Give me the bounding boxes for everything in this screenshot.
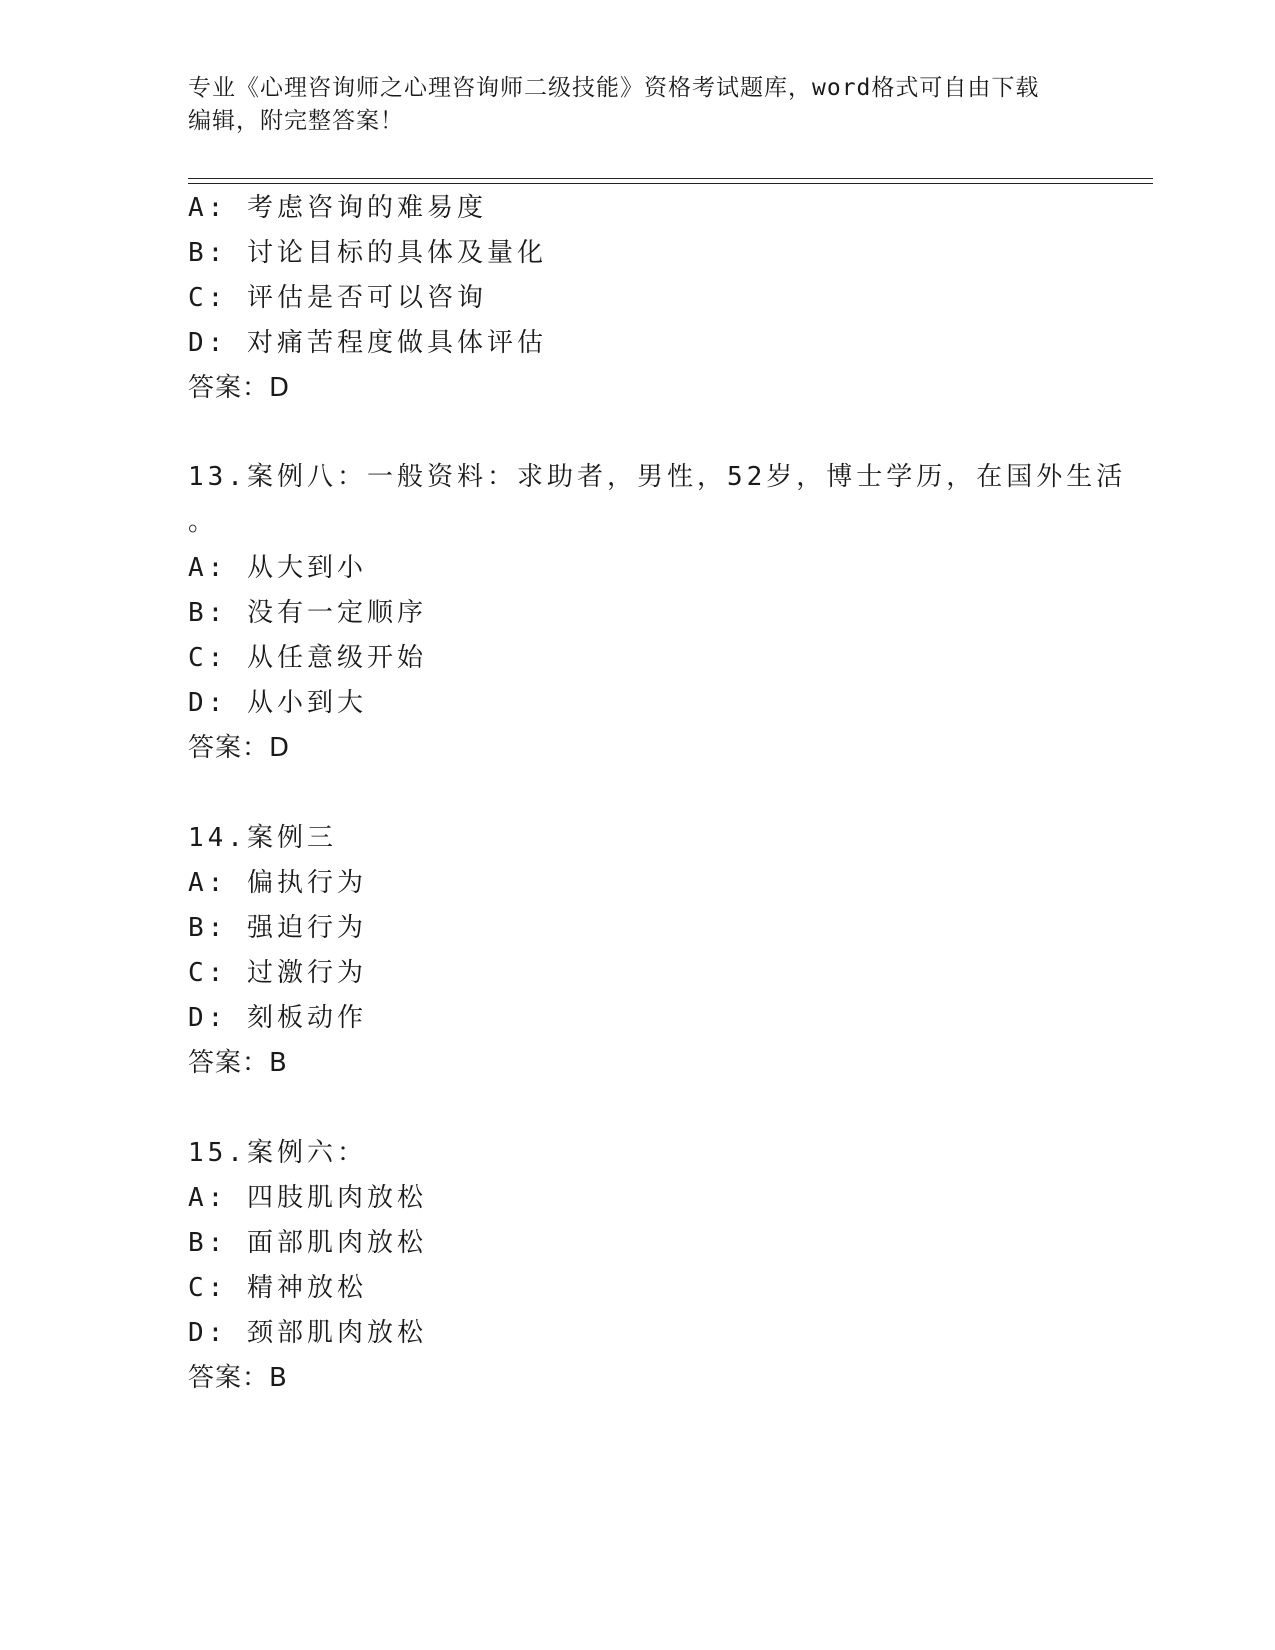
q15-stem: 15.案例六： [188, 1138, 367, 1168]
q15-option-c: C: 精神放松 [188, 1273, 367, 1303]
q14-answer: 答案：B [188, 1048, 288, 1078]
q12-option-c: C: 评估是否可以咨询 [188, 283, 487, 313]
q14-option-b: B: 强迫行为 [188, 913, 367, 943]
q13-option-b: B: 没有一定顺序 [188, 598, 427, 628]
q14-option-d: D: 刻板动作 [188, 1003, 367, 1033]
q13-answer: 答案：D [188, 733, 291, 763]
q15-option-d: D: 颈部肌肉放松 [188, 1318, 427, 1348]
q14-option-c: C: 过激行为 [188, 958, 367, 988]
q12-option-a: A: 考虑咨询的难易度 [188, 193, 487, 223]
q14-stem: 14.案例三 [188, 823, 337, 853]
q15-option-a: A: 四肢肌肉放松 [188, 1183, 427, 1213]
header-divider-top [188, 178, 1153, 179]
q14-option-a: A: 偏执行为 [188, 868, 367, 898]
q15-option-b: B: 面部肌肉放松 [188, 1228, 427, 1258]
document-header [188, 72, 1068, 138]
header-line-1: 专业《心理咨询师之心理咨询师二级技能》资格考试题库，word格式可自由下载 [188, 75, 1040, 101]
header-divider-bottom [188, 183, 1153, 184]
q12-answer: 答案：D [188, 373, 291, 403]
q13-stem-continuation: 。 [188, 507, 219, 537]
q12-option-b: B: 讨论目标的具体及量化 [188, 238, 547, 268]
q13-option-a: A: 从大到小 [188, 553, 367, 583]
q12-option-d: D: 对痛苦程度做具体评估 [188, 328, 547, 358]
q15-answer: 答案：B [188, 1363, 288, 1393]
header-line-2: 编辑，附完整答案！ [188, 108, 404, 134]
q13-option-c: C: 从任意级开始 [188, 643, 427, 673]
q13-stem: 13.案例八：一般资料：求助者，男性，52岁，博士学历，在国外生活 [188, 462, 1127, 492]
q13-option-d: D: 从小到大 [188, 688, 367, 718]
